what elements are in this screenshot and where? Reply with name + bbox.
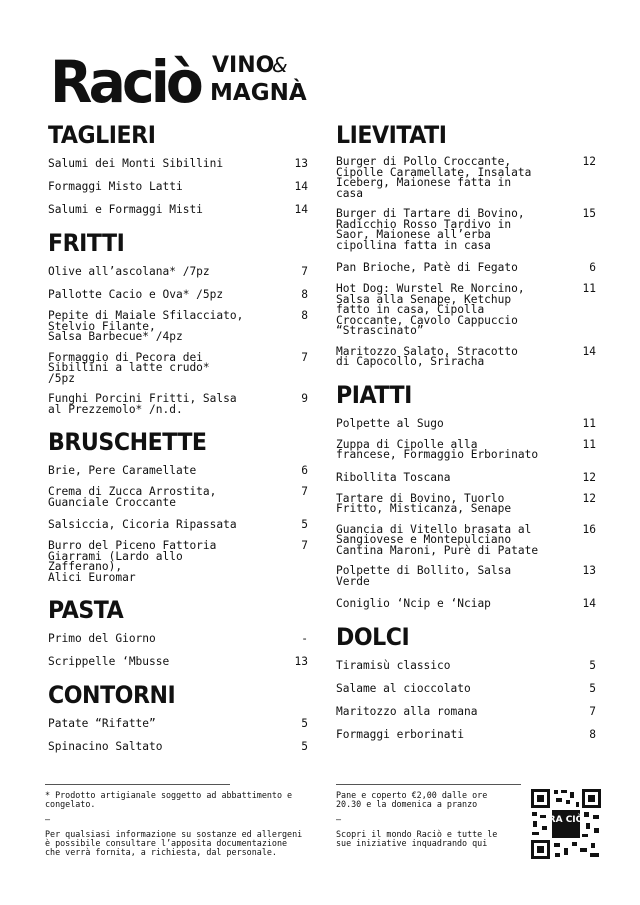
item-name: Formaggi Misto Latti — [48, 180, 183, 193]
menu-item — [336, 209, 596, 251]
item-name: Spinacino Saltato — [48, 740, 163, 753]
item-name: Polpette di Bollito, Salsa Verde — [336, 564, 512, 588]
section-taglieri — [48, 122, 308, 216]
menu-item — [336, 471, 596, 484]
logo-tag-magna: MAGNÀ — [210, 80, 307, 106]
section-bruschette — [48, 429, 308, 583]
footer-artisan-note: * Prodotto artigianale soggetto ad abbattimento e congelato. — [45, 790, 293, 809]
item-name: Patate “Rifatte” — [48, 717, 156, 730]
section-title: CONTORNI — [48, 681, 176, 709]
item-price: 11 — [582, 416, 596, 430]
qr-code-icon[interactable] — [530, 788, 602, 860]
item-name: Burger di Tartare di Bovino, Radicchio Rosso Tardivo in Saor, Maionese all’erba cipollina fatta in casa — [336, 207, 525, 252]
item-price: 8 — [301, 309, 308, 322]
item-price: 12 — [582, 470, 596, 484]
section-title: FRITTI — [48, 229, 125, 257]
item-name: Guancia di Vitello brasata al Sangiovese e Montepulciano Cantina Maroni, Purè di Patate — [336, 522, 539, 557]
item-price: 11 — [582, 282, 596, 295]
item-name: Salame al cioccolato — [336, 682, 471, 695]
footer-divider — [45, 784, 230, 785]
item-price: 14 — [582, 344, 596, 358]
menu-item — [336, 491, 596, 515]
qr-center-text: RA CIÒ — [548, 815, 584, 825]
item-name: Zuppa di Cipolle alla francese, Formaggio Erborinato — [336, 437, 539, 461]
logo-tag-vino: VINO — [212, 53, 275, 78]
menu-item — [48, 541, 308, 583]
item-name: Tiramisù classico — [336, 659, 451, 672]
menu-item — [336, 417, 596, 430]
menu-item — [48, 464, 308, 477]
item-name: Brie, Pere Caramellate — [48, 464, 197, 477]
item-name: Burro del Piceno Fattoria Giarrami (Lardo allo Zafferano), Alici Euromar — [48, 539, 217, 584]
item-price: 13 — [294, 157, 308, 170]
menu-item — [48, 157, 308, 170]
section-pasta — [48, 597, 308, 668]
footer-dash: – — [336, 814, 342, 824]
item-name: Polpette al Sugo — [336, 416, 444, 430]
item-price: 14 — [294, 180, 308, 193]
menu-item — [336, 659, 596, 672]
menu-item — [48, 265, 308, 278]
item-name: Burger di Pollo Croccante, Cipolle Caramellate, Insalata Iceberg, Maionese fatta in casa — [336, 155, 532, 200]
menu-item — [336, 522, 596, 557]
menu-item — [336, 597, 596, 610]
menu-item — [48, 740, 308, 753]
menu-item — [336, 728, 596, 741]
item-price: 13 — [582, 564, 596, 577]
item-price: 5 — [301, 717, 308, 730]
section-title: DOLCI — [336, 623, 410, 651]
item-price: 14 — [582, 597, 596, 610]
menu-item — [48, 655, 308, 668]
item-price: 7 — [301, 265, 308, 278]
left-column — [48, 122, 308, 767]
logo-tag-amp: & — [272, 53, 288, 77]
item-name: Salumi dei Monti Sibillini — [48, 157, 224, 170]
footer-cover-charge: Pane e coperto €2,00 dalle ore 20.30 e la domenica a pranzo — [336, 790, 488, 809]
logo-wordmark: Raciò — [50, 48, 200, 109]
menu-item — [336, 261, 596, 274]
menu-item — [48, 288, 308, 301]
section-dolci — [336, 624, 596, 741]
menu-item — [48, 350, 308, 385]
menu-item — [48, 632, 308, 645]
footer-right — [336, 784, 516, 854]
item-name: Ribollita Toscana — [336, 470, 451, 484]
section-title: BRUSCHETTE — [48, 428, 207, 456]
item-price: 5 — [589, 659, 596, 672]
item-name: Salumi e Formaggi Misti — [48, 203, 203, 216]
item-price: 8 — [301, 288, 308, 301]
item-price: 16 — [582, 522, 596, 536]
section-title: LIEVITATI — [336, 121, 447, 149]
menu-item — [336, 284, 596, 337]
item-name: Maritozzo Salato, Stracotto di Capocollo, Sriracha — [336, 344, 518, 368]
item-price: 14 — [294, 203, 308, 216]
item-price: 5 — [301, 518, 308, 531]
item-price: 7 — [301, 539, 308, 552]
item-name: Hot Dog: Wurstel Re Norcino, Salsa alla Senape, Ketchup fatto in casa, Cipolla Croccante, Cavolo Cappuccio “Strascinato” — [336, 282, 525, 337]
item-price: 9 — [301, 392, 308, 405]
item-price: 5 — [301, 740, 308, 753]
item-price: 8 — [589, 728, 596, 741]
item-price: 7 — [589, 705, 596, 718]
item-name: Primo del Giorno — [48, 632, 156, 645]
item-name: Scrippelle ‘Mbusse — [48, 655, 170, 668]
item-price: 15 — [582, 207, 596, 220]
footer-discover-text: Scopri il mondo Raciò e tutte le sue iniziative inquadrando qui — [336, 829, 498, 848]
item-name: Formaggio di Pecora dei Sibillini a latte crudo* /5pz — [48, 350, 210, 385]
section-fritti — [48, 230, 308, 415]
section-title: PASTA — [48, 596, 124, 624]
menu-item — [336, 344, 596, 368]
menu-item — [336, 705, 596, 718]
item-name: Funghi Porcini Fritti, Salsa al Prezzemolo* /n.d. — [48, 392, 237, 416]
item-price: 7 — [301, 485, 308, 498]
menu-item — [336, 566, 596, 587]
menu-item — [48, 717, 308, 730]
item-price: - — [301, 632, 308, 645]
item-price: 7 — [301, 350, 308, 364]
item-name: Salsiccia, Cicoria Ripassata — [48, 518, 237, 531]
menu-item — [48, 203, 308, 216]
item-price: 5 — [589, 682, 596, 695]
item-name: Maritozzo alla romana — [336, 705, 478, 718]
footer-divider — [336, 784, 521, 785]
item-price: 6 — [589, 261, 596, 274]
item-price: 11 — [582, 437, 596, 451]
section-contorni — [48, 682, 308, 753]
menu-item — [48, 394, 308, 415]
menu-item — [48, 518, 308, 531]
item-name: Tartare di Bovino, Tuorlo Fritto, Misticanza, Senape — [336, 491, 512, 515]
menu-item — [336, 437, 596, 461]
menu-item — [48, 311, 308, 343]
section-title: PIATTI — [336, 380, 412, 409]
item-name: Crema di Zucca Arrostita, Guanciale Croccante — [48, 485, 217, 509]
menu-item — [336, 157, 596, 199]
item-price: 12 — [582, 155, 596, 168]
item-price: 6 — [301, 464, 308, 477]
item-name: Formaggi erborinati — [336, 728, 464, 741]
footer-left — [45, 784, 303, 863]
right-column — [336, 122, 596, 755]
section-lievitati — [336, 122, 596, 368]
menu-item — [336, 682, 596, 695]
item-name: Pallotte Cacio e Ova* /5pz — [48, 288, 224, 301]
item-price: 12 — [582, 491, 596, 505]
racio-logo — [50, 24, 310, 109]
item-price: 13 — [294, 655, 308, 668]
section-title: TAGLIERI — [48, 121, 156, 149]
section-piatti — [336, 382, 596, 611]
footer-dash: – — [45, 814, 51, 824]
item-name: Pan Brioche, Patè di Fegato — [336, 261, 518, 274]
menu-item — [48, 180, 308, 193]
item-name: Coniglio ‘Ncip e ‘Nciap — [336, 597, 491, 610]
footer-allergen-info: Per qualsiasi informazione su sostanze ed allergeni è possibile consultare l’apposita documentazione che verrà fornita, a richiesta, dal personale. — [45, 829, 303, 857]
menu-item — [48, 487, 308, 508]
item-name: Pepite di Maiale Sfilacciato, Stelvio Filante, Salsa Barbecue* /4pz — [48, 309, 244, 343]
item-name: Olive all’ascolana* /7pz — [48, 265, 210, 278]
